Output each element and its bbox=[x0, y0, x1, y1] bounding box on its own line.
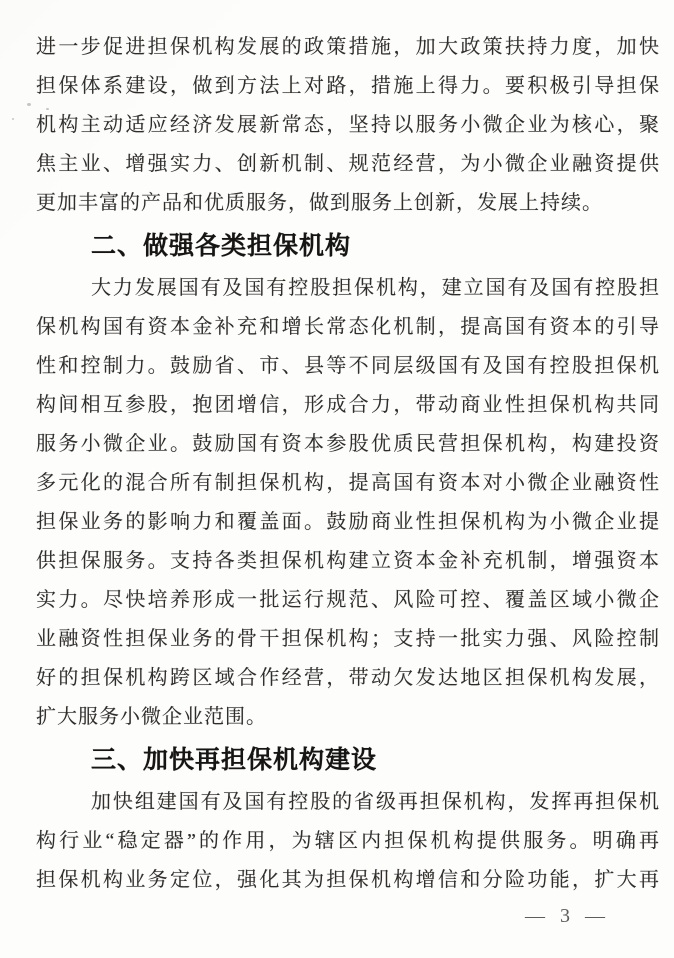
text-line: 实力。尽快培养形成一批运行规范、风险可控、覆盖区域小微企 bbox=[36, 589, 660, 611]
text-line: 机构主动适应经济发展新常态，坚持以服务小微企业为核心，聚 bbox=[36, 114, 660, 136]
text-line: 构行业“稳定器”的作用，为辖区内担保机构提供服务。明确再 bbox=[36, 830, 660, 852]
text-line: 构间相互参股，抱团增信，形成合力，带动商业性担保机构共同 bbox=[36, 394, 660, 416]
text-line: 更加丰富的产品和优质服务，做到服务上创新，发展上持续。 bbox=[36, 192, 603, 214]
text-line: 焦主业、增强实力、创新机制、规范经营，为小微企业融资提供 bbox=[36, 153, 660, 175]
text-line: 保机构国有资本金补充和增长常态化机制，提高国有资本的引导 bbox=[36, 316, 660, 338]
scan-speck bbox=[27, 103, 31, 106]
section-heading: 三、加快再担保机构建设 bbox=[91, 746, 378, 774]
text-line: 性和控制力。鼓励省、市、县等不同层级国有及国有控股担保机 bbox=[36, 355, 660, 377]
scan-speck bbox=[12, 118, 14, 120]
text-line: 好的担保机构跨区域合作经营，带动欠发达地区担保机构发展， bbox=[36, 667, 660, 689]
text-line: 服务小微企业。鼓励国有资本参股优质民营担保机构，构建投资 bbox=[36, 433, 660, 455]
text-line: 扩大服务小微企业范围。 bbox=[36, 706, 267, 728]
text-line: 担保机构业务定位，强化其为担保机构增信和分险功能，扩大再 bbox=[36, 869, 660, 891]
text-line: 担保业务的影响力和覆盖面。鼓励商业性担保机构为小微企业提 bbox=[36, 511, 660, 533]
document-body bbox=[36, 28, 660, 900]
text-line: 供担保服务。支持各类担保机构建立资本金补充机制，增强资本 bbox=[36, 550, 660, 572]
section-heading: 二、做强各类担保机构 bbox=[91, 232, 352, 260]
text-line: 大力发展国有及国有控股担保机构，建立国有及国有控股担 bbox=[91, 277, 660, 299]
page-number: — 3 — bbox=[525, 905, 610, 927]
text-line: 担保体系建设，做到方法上对路，措施上得力。要积极引导担保 bbox=[36, 75, 660, 97]
text-line: 业融资性担保业务的骨干担保机构；支持一批实力强、风险控制 bbox=[36, 628, 660, 650]
text-line: 加快组建国有及国有控股的省级再担保机构，发挥再担保机 bbox=[91, 791, 660, 813]
text-line: 多元化的混合所有制担保机构，提高国有资本对小微企业融资性 bbox=[36, 472, 660, 494]
text-line: 进一步促进担保机构发展的政策措施，加大政策扶持力度，加快 bbox=[36, 36, 660, 58]
